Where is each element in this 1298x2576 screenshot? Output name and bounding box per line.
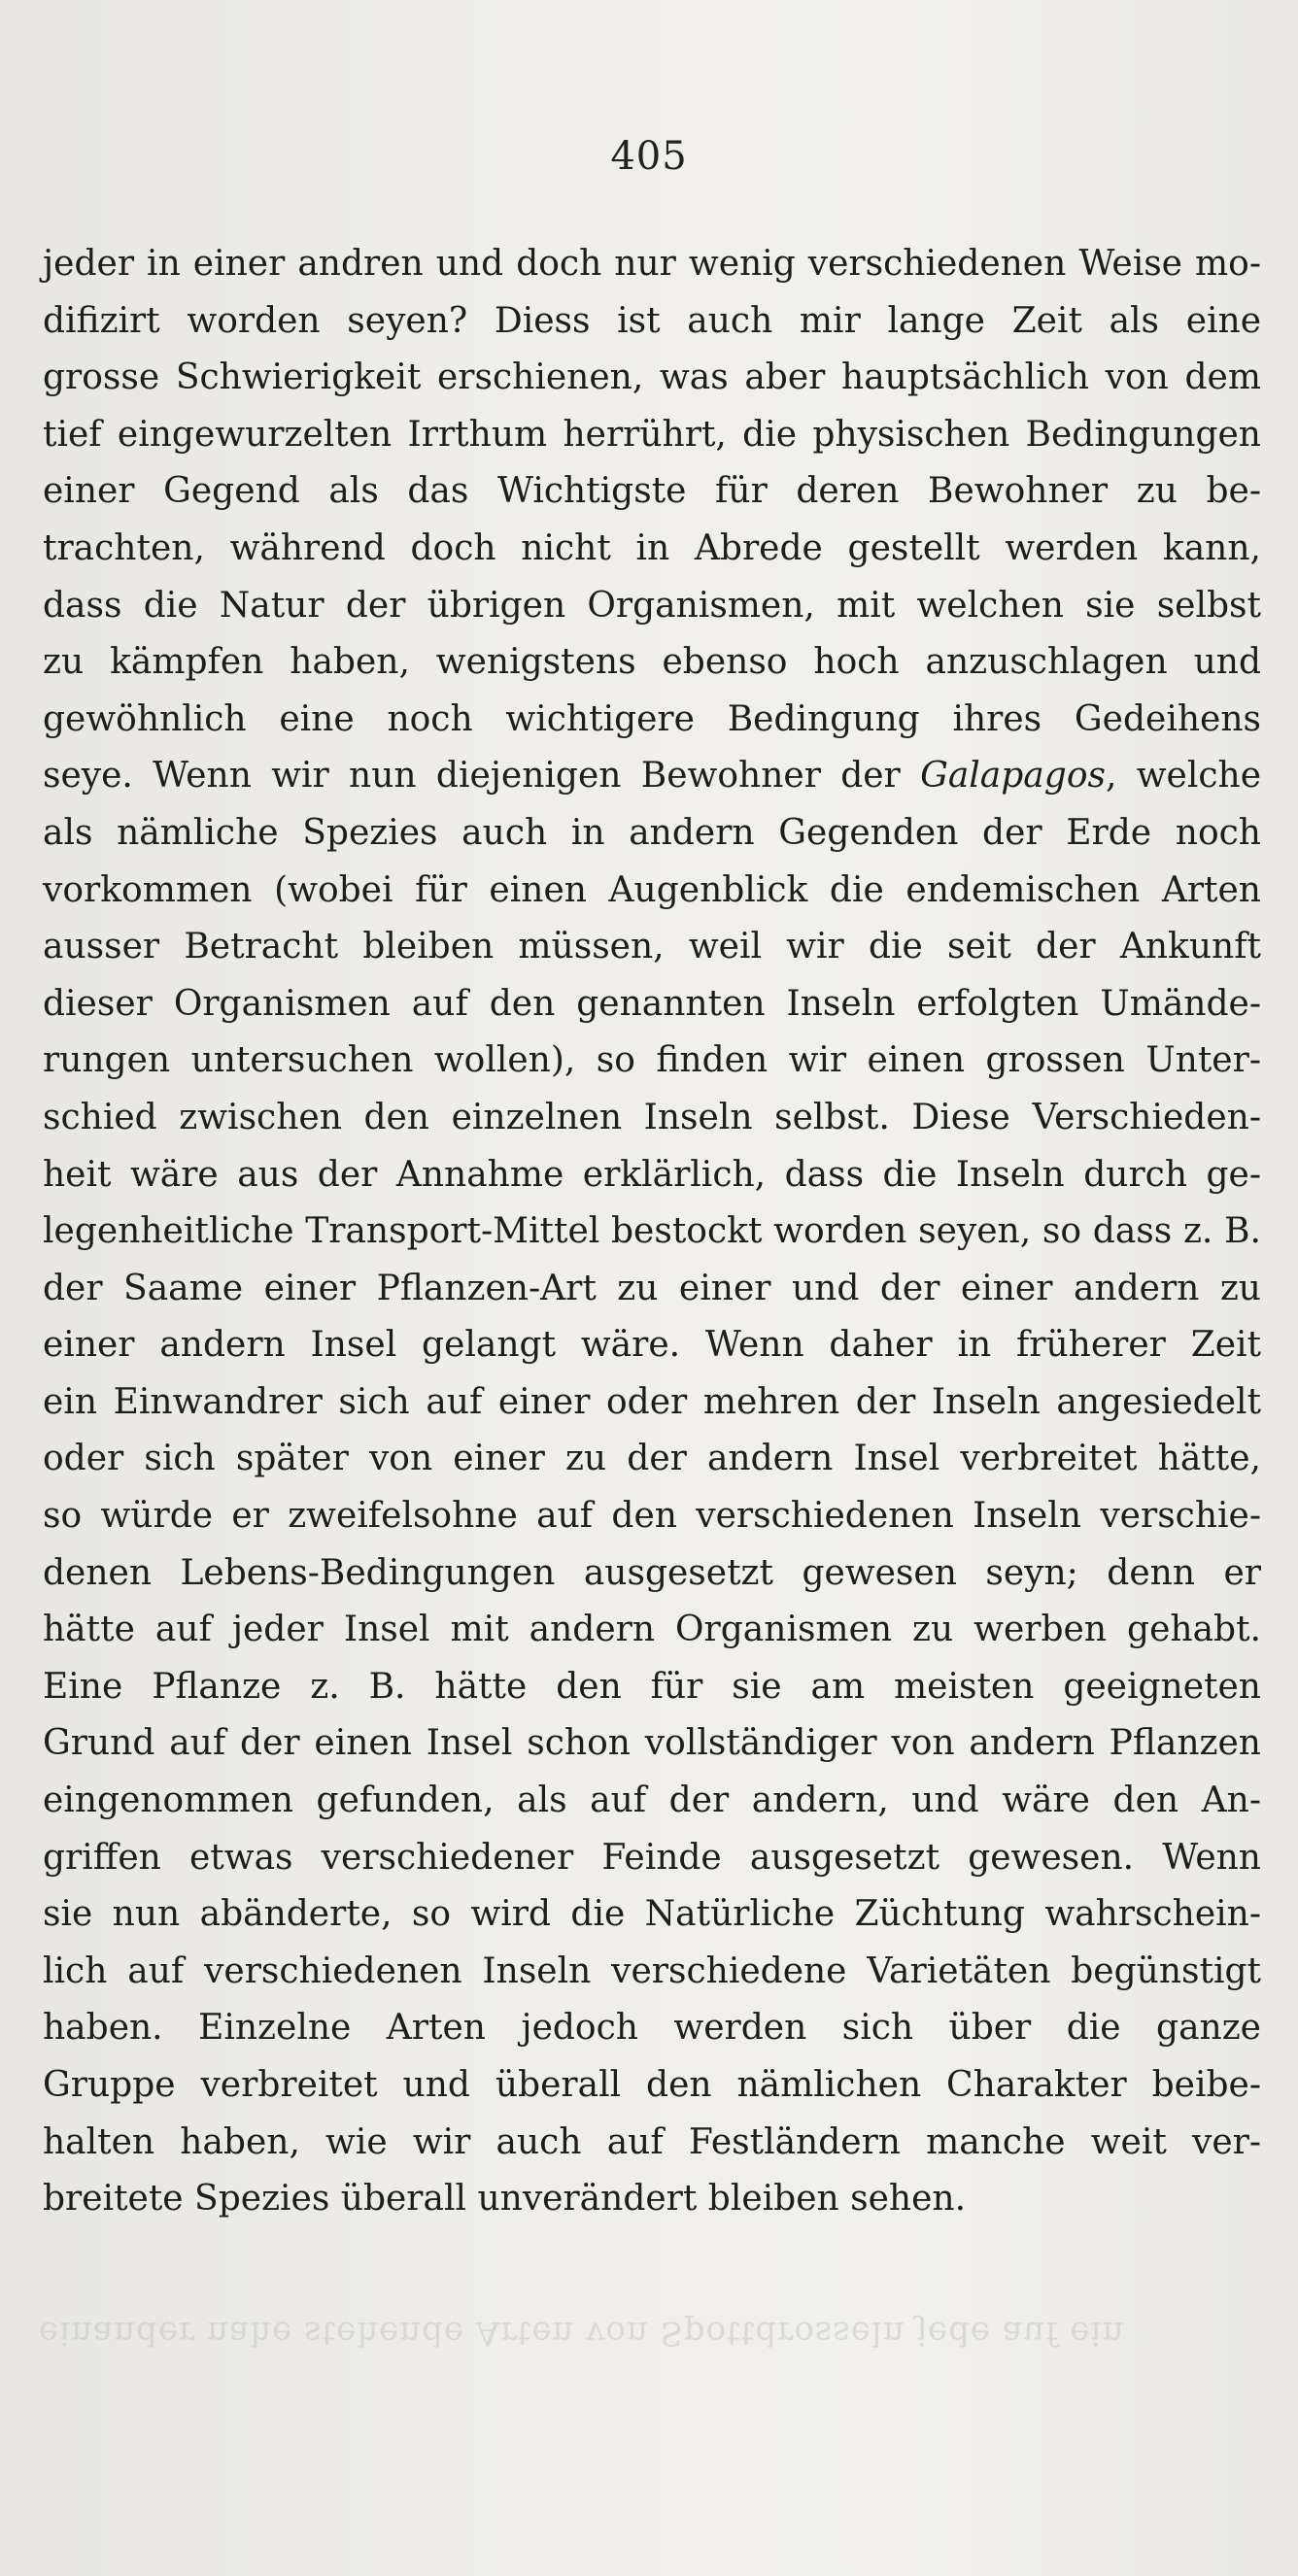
text-line: einer andern Insel gelangt wäre. Wenn daher in früherer Zeit <box>43 1325 1261 1366</box>
text-line: ein Einwandrer sich auf einer oder mehren der Inseln angesiedelt <box>43 1381 1261 1422</box>
text-line: heit wäre aus der Annahme erklärlich, dass die Inseln durch ge- <box>43 1154 1261 1195</box>
text-line: Eine Pflanze z. B. hätte den für sie am meisten geeigneten <box>43 1666 1261 1707</box>
text-line: der Saame einer Pflanzen-Art zu einer und der einer andern zu <box>43 1268 1261 1308</box>
bleed-through-text: einander nahe stehende Arten von Spottdrosseln jede auf ein <box>39 2314 1125 2353</box>
text-line: difizirt worden seyen? Diess ist auch mir lange Zeit als eine <box>43 300 1261 341</box>
text-line: jeder in einer andren und doch nur wenig verschiedenen Weise mo- <box>43 244 1261 284</box>
text-line: ausser Betracht bleiben müssen, weil wir die seit der Ankunft <box>43 927 1261 967</box>
text-line <box>43 748 1261 805</box>
text-line: tief eingewurzelten Irrthum herrührt, die physischen Bedingungen <box>43 414 1261 455</box>
body-text <box>43 236 1261 2228</box>
text-line: halten haben, wie wir auch auf Festländern manche weit ver- <box>43 2121 1261 2162</box>
text-segment: seye. Wenn wir nun diejenigen Bewohner der <box>43 756 921 797</box>
text-line: so würde er zweifelsohne auf den verschiedenen Inseln verschie- <box>43 1496 1261 1537</box>
text-line: einer Gegend als das Wichtigste für deren Bewohner zu be- <box>43 471 1261 512</box>
text-line: hätte auf jeder Insel mit andern Organismen zu werben gehabt. <box>43 1610 1261 1650</box>
text-line: trachten, während doch nicht in Abrede gestellt werden kann, <box>43 527 1261 568</box>
text-line: oder sich später von einer zu der andern Insel verbreitet hätte, <box>43 1439 1261 1479</box>
text-line: lich auf verschiedenen Inseln verschiedene Varietäten begünstigt <box>43 1950 1261 1991</box>
text-line: dieser Organismen auf den genannten Inseln erfolgten Umände- <box>43 983 1261 1024</box>
text-line: rungen untersuchen wollen), so finden wir einen grossen Unter- <box>43 1040 1261 1081</box>
text-line: legenheitliche Transport-Mittel bestockt worden seyen, so dass z. B. <box>43 1211 1261 1252</box>
text-line: Grund auf der einen Insel schon vollständiger von andern Pflanzen <box>43 1723 1261 1764</box>
text-line: Gruppe verbreitet und überall den nämlichen Charakter beibe- <box>43 2065 1261 2105</box>
text-line: zu kämpfen haben, wenigstens ebenso hoch anzuschlagen und <box>43 642 1261 683</box>
text-segment: , welche <box>1105 756 1261 797</box>
text-line: gewöhnlich eine noch wichtigere Bedingung ihres Gedeihens <box>43 698 1261 739</box>
italic-place-name: Galapagos <box>920 756 1106 797</box>
text-line: eingenommen gefunden, als auf der andern, und wäre den An- <box>43 1780 1261 1821</box>
text-line: vorkommen (wobei für einen Augenblick die endemischen Arten <box>43 869 1261 910</box>
text-line: dass die Natur der übrigen Organismen, mit welchen sie selbst <box>43 585 1261 626</box>
text-line: griffen etwas verschiedener Feinde ausgesetzt gewesen. Wenn <box>43 1837 1261 1878</box>
text-line: als nämliche Spezies auch in andern Gegenden der Erde noch <box>43 812 1261 853</box>
text-line: breitete Spezies überall unverändert bleiben sehen. <box>43 2179 967 2220</box>
text-line: grosse Schwierigkeit erschienen, was aber hauptsächlich von dem <box>43 357 1261 398</box>
text-line: haben. Einzelne Arten jedoch werden sich über die ganze <box>43 2008 1261 2049</box>
text-line: denen Lebens-Bedingungen ausgesetzt gewesen seyn; denn er <box>43 1552 1261 1593</box>
text-line: schied zwischen den einzelnen Inseln selbst. Diese Verschieden- <box>43 1097 1261 1137</box>
page-number: 405 <box>610 134 688 179</box>
text-line: sie nun abänderte, so wird die Natürliche Züchtung wahrschein- <box>43 1894 1261 1935</box>
